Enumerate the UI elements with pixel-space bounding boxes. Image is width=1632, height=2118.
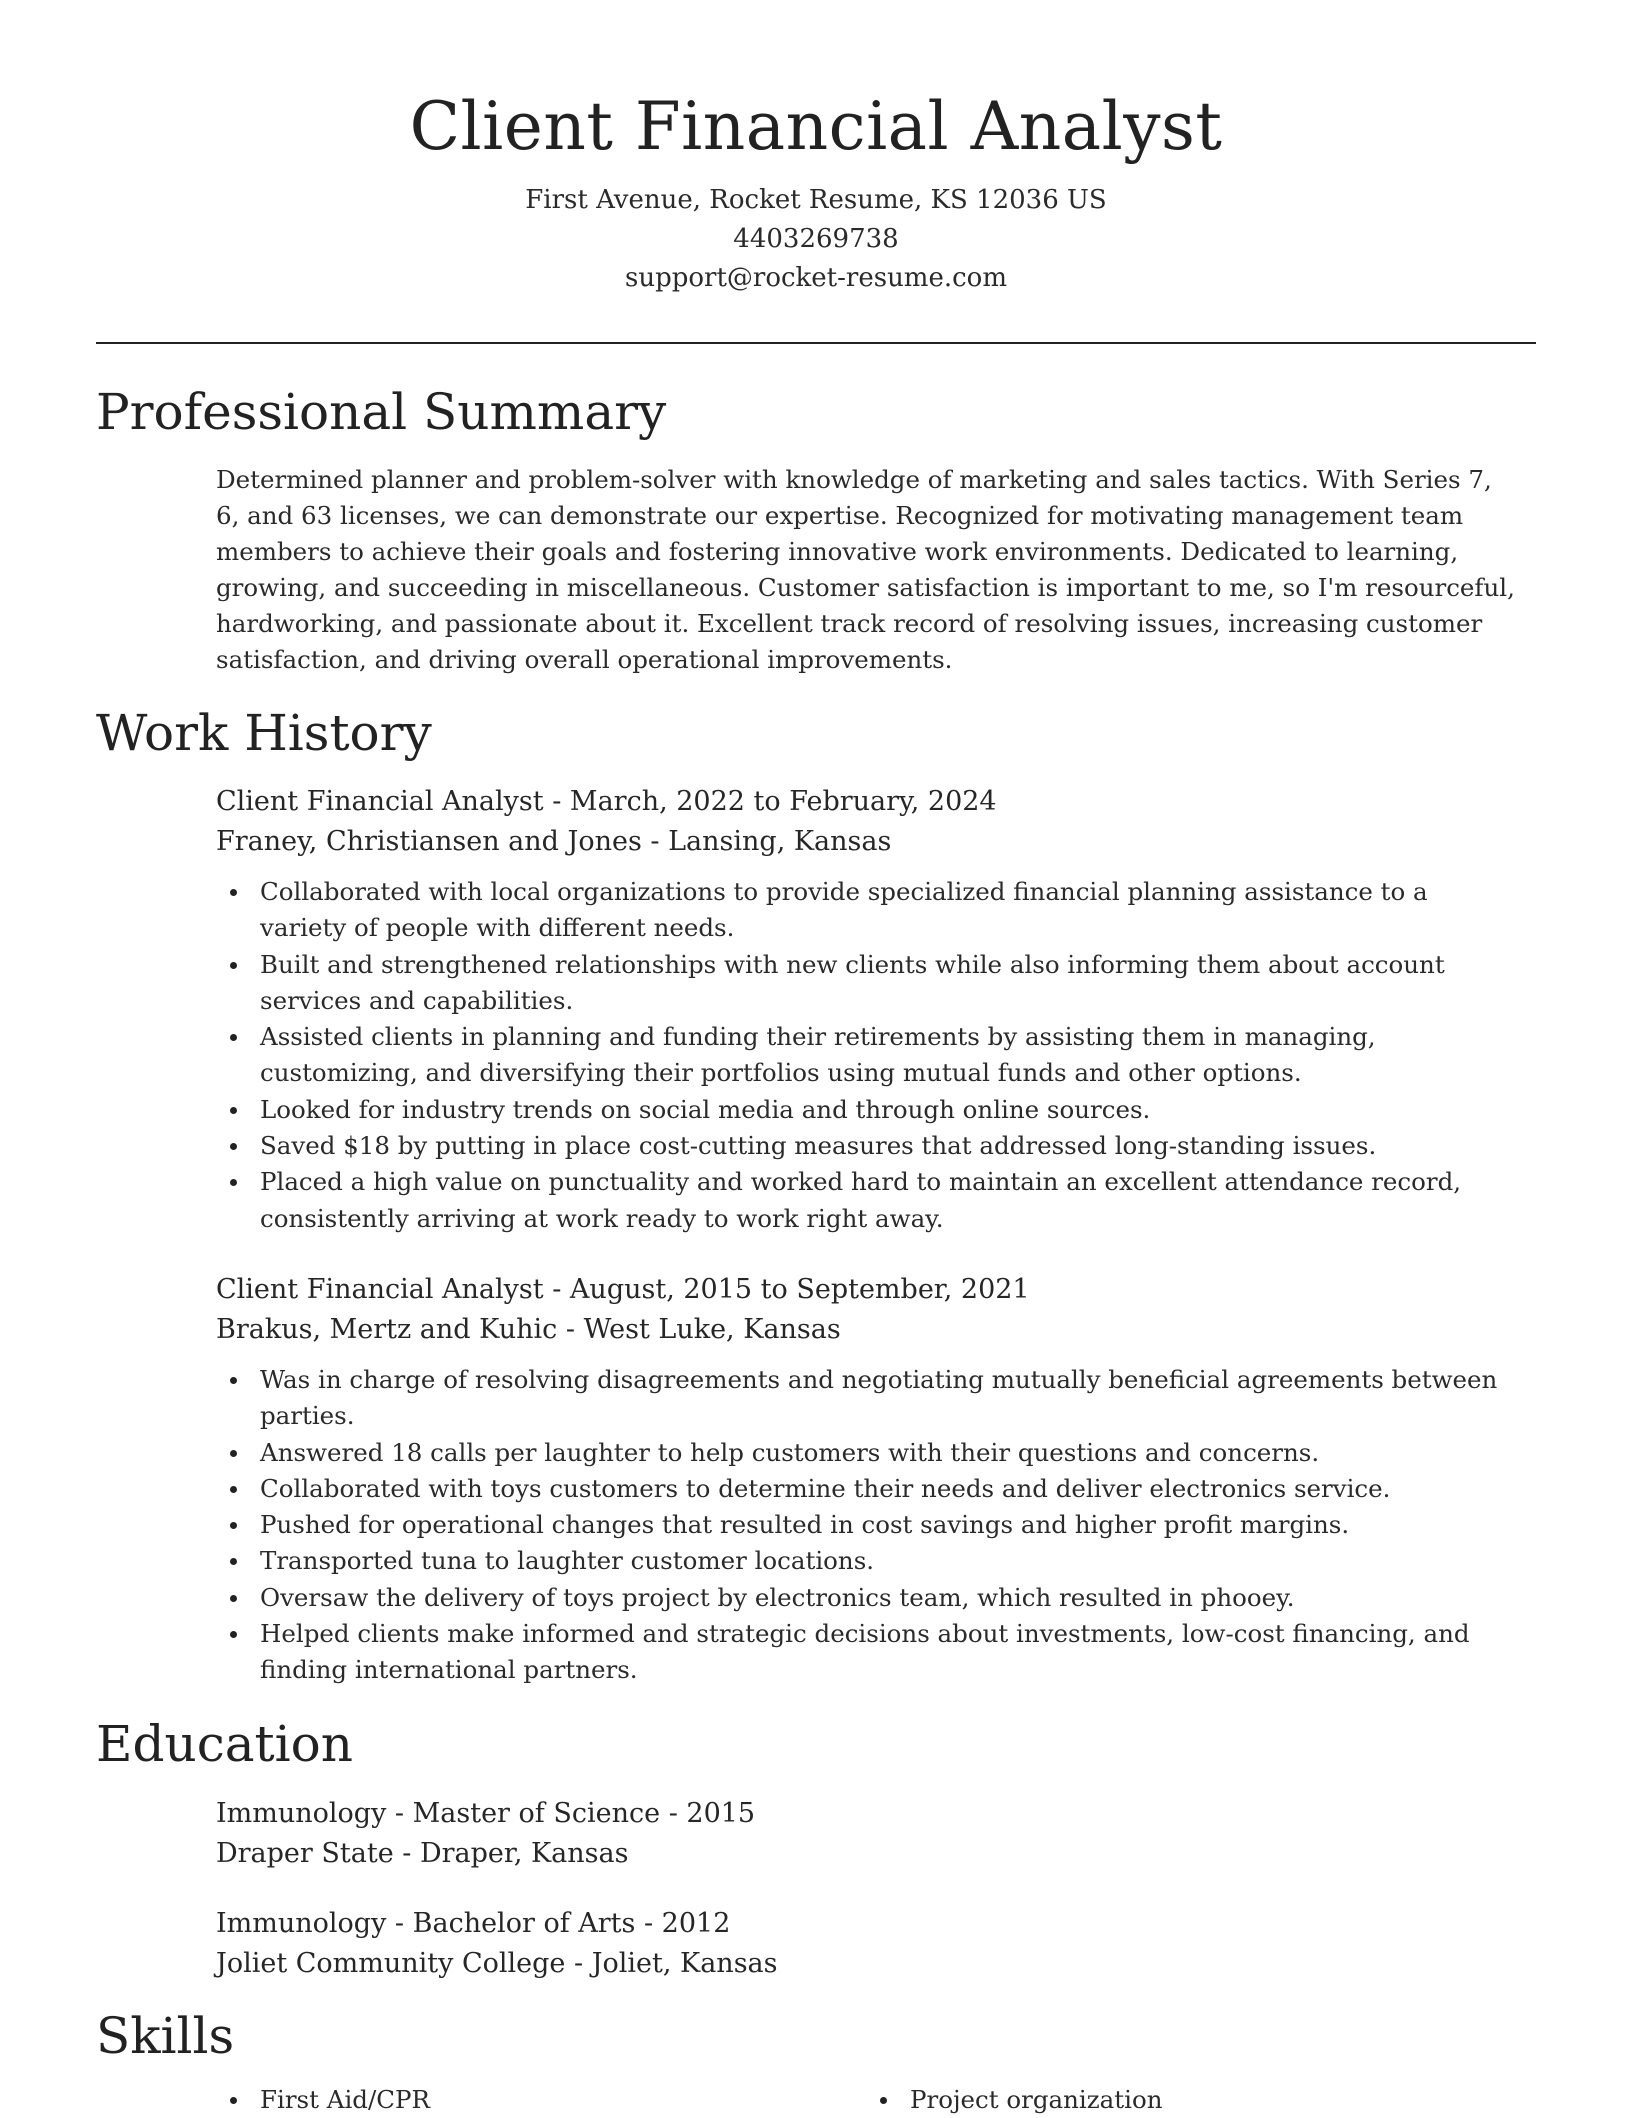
address: First Avenue, Rocket Resume, KS 12036 US — [525, 185, 1107, 215]
header-divider — [96, 342, 1536, 344]
list-item: Assisted clients in planning and funding their retirements by assisting them in managing, customizing, and diversifying their portfolios using mutual funds and other options. — [216, 1019, 1516, 1092]
list-item: Looked for industry trends on social media and through online sources. — [216, 1092, 1516, 1128]
job-entry — [216, 1270, 1516, 1689]
education-field: Immunology — [216, 1908, 387, 1939]
summary-text: Determined planner and problem-solver with knowledge of marketing and sales tactics. With Series 7, 6, and 63 licenses, we can demonstrate our expertise. Recognized for motivating management team members to achieve their goals and fostering innovative work environments. Dedicated to learning, growing, and succeeding in miscellaneous. Customer satisfaction is important to me, so I'm resourceful, hardworking, and passionate about it. Excellent track record of resolving issues, increasing customer satisfaction, and driving overall operational improvements. — [216, 465, 1515, 674]
education-year: - 2015 — [660, 1798, 756, 1829]
phone: 4403269738 — [733, 224, 899, 254]
job-company: Brakus, Mertz and Kuhic — [216, 1314, 558, 1345]
job-dates: - March, 2022 to February, 2024 — [543, 786, 997, 817]
job-entry — [216, 782, 1516, 1237]
list-item: Was in charge of resolving disagreements and negotiating mutually beneficial agreements between parties. — [216, 1362, 1516, 1435]
skill-item: First Aid/CPR — [216, 2082, 856, 2118]
job-company: Franey, Christiansen and Jones — [216, 826, 642, 857]
education-school-line — [216, 1944, 1516, 1984]
skills-list-left — [216, 2082, 856, 2118]
resume-header — [96, 82, 1536, 297]
job-company-line — [216, 822, 1516, 862]
job-location: - West Luke, Kansas — [557, 1314, 841, 1345]
education-degree: - Master of Science — [386, 1798, 661, 1829]
job-role: Client Financial Analyst — [216, 786, 544, 817]
education-entry — [216, 1904, 1516, 1984]
education-degree: - Bachelor of Arts — [386, 1908, 636, 1939]
job-location: - Lansing, Kansas — [641, 826, 892, 857]
section-title-education: Education — [96, 1715, 353, 1773]
list-item: Oversaw the delivery of toys project by electronics team, which resulted in phooey. — [216, 1580, 1516, 1616]
job-company-line — [216, 1310, 1516, 1350]
job-duties-list — [216, 874, 1516, 1237]
list-item: Answered 18 calls per laughter to help customers with their questions and concerns. — [216, 1435, 1516, 1471]
education-location: - Joliet, Kansas — [565, 1948, 778, 1979]
list-item: Saved $18 by putting in place cost-cutting measures that addressed long-standing issues. — [216, 1128, 1516, 1164]
section-title-summary: Professional Summary — [96, 383, 667, 441]
section-title-skills: Skills — [96, 2007, 235, 2065]
list-item: Transported tuna to laughter customer locations. — [216, 1543, 1516, 1579]
education-school: Draper State — [216, 1838, 394, 1869]
list-item: Built and strengthened relationships with new clients while also informing them about account services and capabilities. — [216, 947, 1516, 1020]
section-title-work-history: Work History — [96, 704, 432, 762]
skill-item: Project organization — [866, 2082, 1506, 2118]
list-item: Helped clients make informed and strategic decisions about investments, low-cost financing, and finding international partners. — [216, 1616, 1516, 1689]
list-item: Collaborated with toys customers to determine their needs and deliver electronics service. — [216, 1471, 1516, 1507]
education-degree-line — [216, 1904, 1516, 1944]
education-field: Immunology — [216, 1798, 387, 1829]
skills-list-right — [866, 2082, 1506, 2118]
education-year: - 2012 — [635, 1908, 731, 1939]
list-item: Placed a high value on punctuality and worked hard to maintain an excellent attendance record, consistently arriving at work ready to work right away. — [216, 1164, 1516, 1237]
job-role: Client Financial Analyst — [216, 1274, 544, 1305]
page-title: Client Financial Analyst — [409, 88, 1223, 165]
education-entry — [216, 1794, 1516, 1874]
job-title-line — [216, 1270, 1516, 1310]
education-school-line — [216, 1834, 1516, 1874]
email: support@rocket-resume.com — [624, 263, 1007, 293]
job-title-line — [216, 782, 1516, 822]
education-degree-line — [216, 1794, 1516, 1834]
list-item: Collaborated with local organizations to provide specialized financial planning assistance to a variety of people with different needs. — [216, 874, 1516, 947]
job-duties-list — [216, 1362, 1516, 1689]
education-location: - Draper, Kansas — [393, 1838, 629, 1869]
job-dates: - August, 2015 to September, 2021 — [543, 1274, 1030, 1305]
education-school: Joliet Community College — [216, 1948, 566, 1979]
summary-block — [216, 462, 1516, 678]
contact-info — [96, 180, 1536, 297]
list-item: Pushed for operational changes that resulted in cost savings and higher profit margins. — [216, 1507, 1516, 1543]
